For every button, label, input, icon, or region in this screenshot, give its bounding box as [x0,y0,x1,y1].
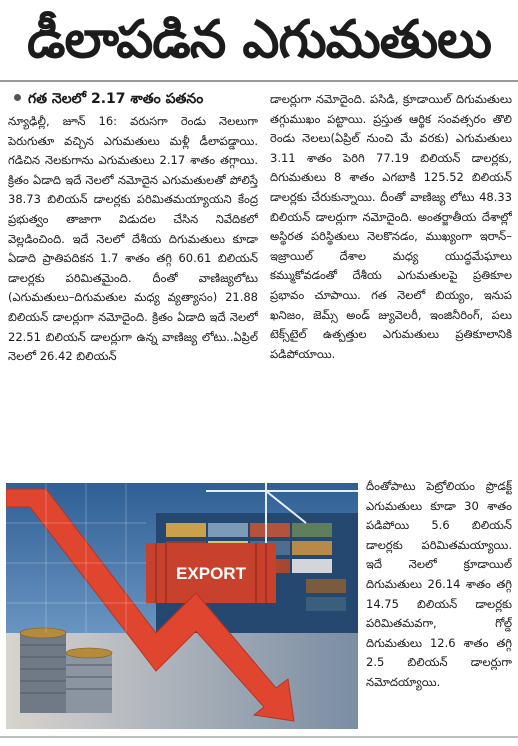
headline-divider [0,80,518,82]
article-column-1: న్యూఢిల్లీ, జూన్ 16: వరుసగా రెండు నెలలుగా పెరుగుతూ వచ్చిన ఎగుమతులు మళ్లీ డీలాపడ్డాయి. గడిచిన నెలకుగాను ఎగుమతులు 2.17 శాతం తగ్గాయి. క్రితం ఏడాది ఇదే నెలలో నమోదైన ఎగుమతులతో పోలిస్తే 38.73 బిలియన్ డాలర్లకు పరిమితమయ్యాయని కేంద్ర ప్రభుత్వం తాజాగా విడుదల చేసిన నివేదికలో వెల్లడించింది. ఇదే నెలలో దేశీయ దిగుమతులు కూడా ఏడాది ప్రాతిపదికన 1.7 శాతం తగ్గి 60.61 బిలియన్ డాలర్లకు పరిమితమైంది. దీంతో వాణిజ్యలోటు (ఎగుమతులు–దిగుమతుల మధ్య వ్యత్యాసం) 21.88 బిలియన్ డాలర్లుగా నమోదైంది. క్రితం ఏడాది ఇదే నెలలో 22.51 బిలియన్ డాలర్లుగా ఉన్న వాణిజ్య లోటు..ఏప్రిల్ నెలలో 26.42 బిలియన్ [8,114,258,364]
export-container [146,543,276,603]
container-label: EXPORT [176,564,246,583]
subheadline [14,88,266,110]
headline: డీలాపడిన ఎగుమతులు [27,10,491,70]
bottom-divider [0,736,518,738]
bullet-icon [14,94,21,101]
export-illustration-svg [6,483,358,729]
article-column-2-continued: దీంతోపాటు పెట్రోలియం ప్రొడక్ట్ ఎగుమతులు కూడా 30 శాతం పడిపోయి 5.6 బిలియన్ డాలర్లకు పరిమితమయ్యాయి. ఇదే నెలలో క్రూడాయిల్ దిగుమతులు 26.14 శాతం తగ్గి 14.75 బిలియన్ డాలర్లకు పరిమితమవగా, గోల్డ్ దిగుమతులు 12.6 శాతం తగ్గి 2.5 బిలియన్ డాలర్లుగా నమోదయ్యాయి. [366,479,512,689]
export-decline-illustration [6,483,358,729]
subheadline-text: గత నెలలో 2.17 శాతం పతనం [28,91,204,107]
article-column-2: డాలర్లుగా నమోదైంది. పసిడి, క్రూడాయిల్ దిగుమతులు తగ్గుముఖం పట్టాయి. ప్రస్తుత ఆర్థిక సంవత్సరం తొలి రెండు నెలలు(ఏప్రిల్ నుంచి మే వరకు) ఎగుమతులు 3.11 శాతం పెరిగి 77.19 బిలియన్ డాలర్లకు, దిగుమతులు 8 శాతం ఎగబాకి 125.52 బిలియన్ డాలర్లకు చేరుకున్నాయి. దీంతో వాణిజ్య లోటు 48.33 బిలియన్ డాలర్లుగా నమోదైంది. అంతర్జాతీయ దేశాల్లో అస్థిరత పరిస్థితులు నెలకొనడం, ముఖ్యంగా ఇరాన్–ఇజ్రాయిల్ దేశాల మధ్య యుద్ధమేఘాలు కమ్ముకోవడంతో దేశీయ ఎగుమతులపై ప్రతికూల ప్రభావం చూపాయి. గత నెలలో బియ్యం, ఇనుప ఖనిజం, జెమ్స్ అండ్ జ్యువెలరీ, ఇంజినీరింగ్, పలు టెక్స్‌టైల్ ఉత్పత్తుల ఎగుమతులు ప్రతికూలానికి పడిపోయాయి. [270,92,512,361]
